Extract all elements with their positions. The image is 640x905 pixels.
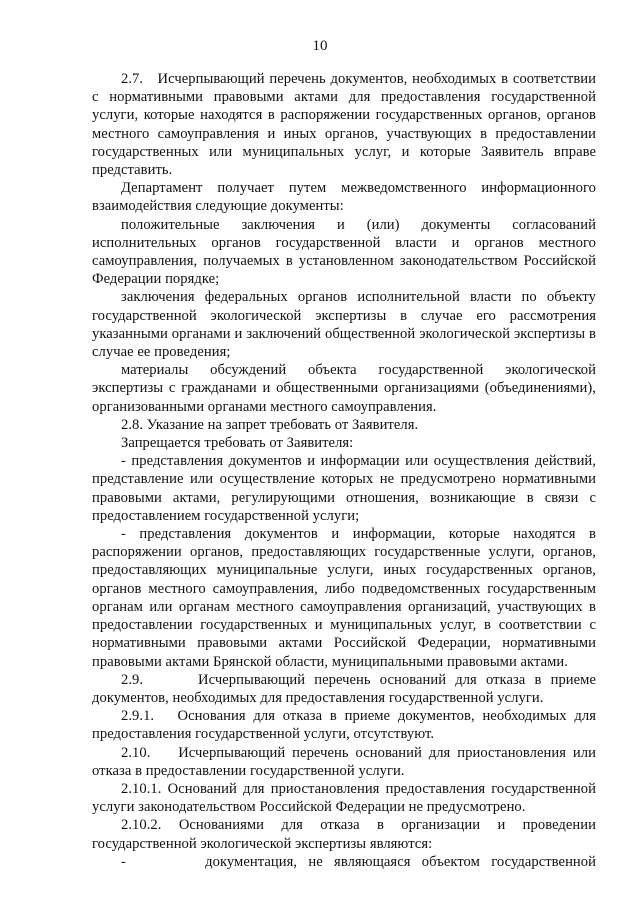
page-number: 10 <box>312 38 328 54</box>
paragraph-2-9-1: 2.9.1. Основания для отказа в приеме документов, необходимых для предоставления государственной услуги, отсутствуют. <box>92 708 596 743</box>
list-item-prohibited-2: - представления документов и информации, которые находятся в распоряжении органов, предоставляющих государственные услуги, органов, предоставляющих муниципальные услуги, иных государственных органов, органов местного самоуправления, либо подведомственных государственным органам или органам местного самоуправления организаций, участвующих в предоставлении государственных и муниципальных услуг, в соответствии с нормативными правовыми актами Российской Федерации, нормативными правовыми актами Брянской области, муниципальными правовыми актами. <box>92 526 596 670</box>
paragraph-department: Департамент получает путем межведомственного информационного взаимодействия следующие документы: <box>92 180 596 215</box>
paragraph-2-10-2: 2.10.2. Основаниями для отказа в организации и проведении государственной экологической экспертизы являются: <box>92 817 596 852</box>
paragraph-2-10-1: 2.10.1. Оснований для приостановления предоставления государственной услуги законодательством Российской Федерации не предусмотрено. <box>92 780 596 816</box>
list-item-approvals: положительные заключения и (или) документы согласований исполнительных органов государственной власти и органов местного самоуправления, получаемых в установленном законодательством Российской Федерации порядке; <box>92 216 596 288</box>
paragraph-2-7: 2.7. Исчерпывающий перечень документов, необходимых в соответствии с нормативными правовыми актами для предоставления государственной услуги, которые находятся в распоряжении государственных органов, органов местного самоуправления и иных органов, участвующих в предоставлении государственных или муниципальных услуг, и которые Заявитель вправе представить. <box>92 71 596 179</box>
list-item-documentation: - документация, не являющаяся объектом государственной <box>121 853 596 870</box>
document-body <box>92 70 596 871</box>
paragraph-prohibited: Запрещается требовать от Заявителя: <box>121 435 354 452</box>
paragraph-2-8: 2.8. Указание на запрет требовать от Заявителя. <box>121 416 419 433</box>
list-item-federal-conclusions: заключения федеральных органов исполнительной власти по объекту государственной экологической экспертизы в случае его рассмотрения указанными органами и заключений общественной экологической экспертизы в случае ее проведения; <box>92 289 596 361</box>
paragraph-2-9: 2.9. Исчерпывающий перечень оснований для отказа в приеме документов, необходимых для предоставления государственной услуги. <box>92 671 596 706</box>
list-item-prohibited-1: - представления документов и информации или осуществления действий, представление или осуществление которых не предусмотрено нормативными правовыми актами, регулирующими отношения, возникающие в связи с предоставлением государственной услуги; <box>92 453 596 524</box>
paragraph-2-10: 2.10. Исчерпывающий перечень оснований для приостановления или отказа в предоставлении государственной услуги. <box>92 744 596 779</box>
list-item-discussion-materials: материалы обсуждений объекта государственной экологической экспертизы с гражданами и общественными организациями (объединениями), организованными органами местного самоуправления. <box>92 362 596 415</box>
